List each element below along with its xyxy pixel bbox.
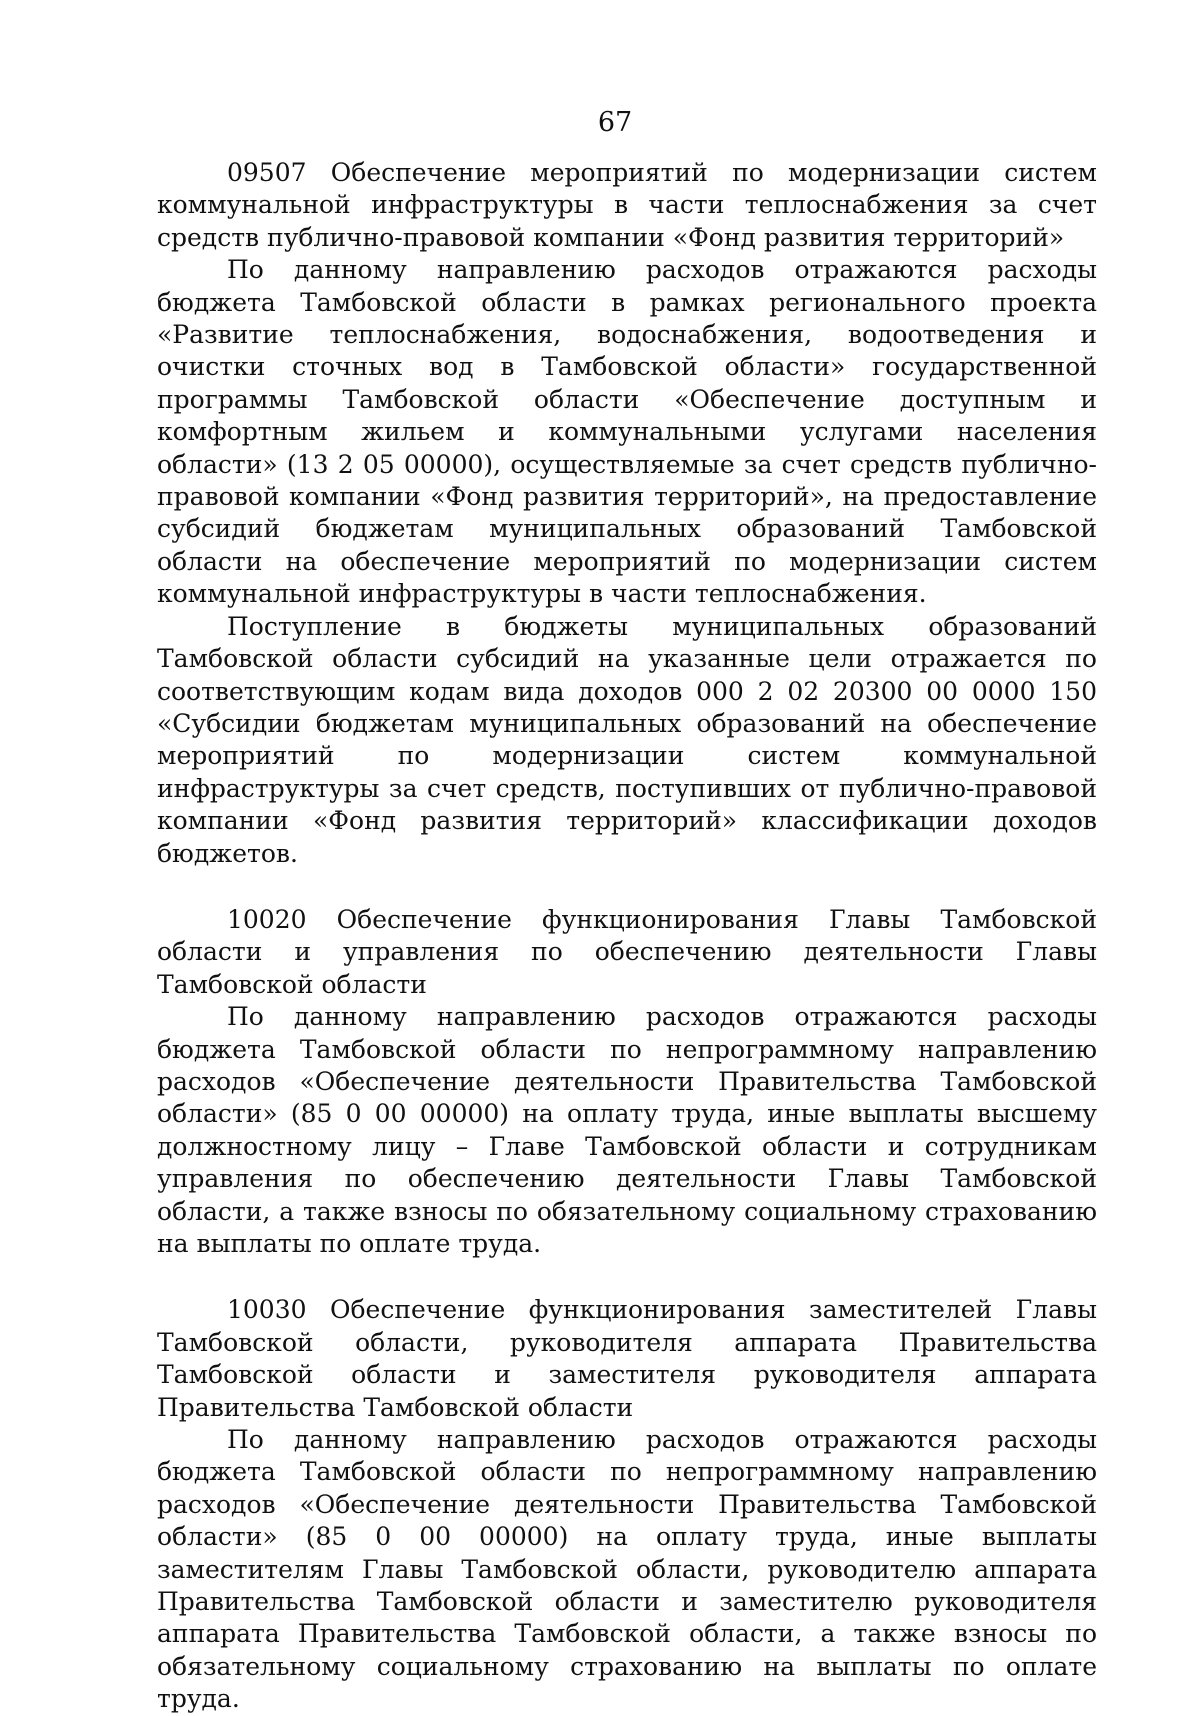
section-spacer [157,870,1097,904]
section-heading: 10020 Обеспечение функционирования Главы Тамбовской области и управления по обеспечению деятельности Главы Тамбовской области [157,904,1097,999]
section-heading: 10030 Обеспечение функционирования заместителей Главы Тамбовской области, руководителя аппарата Правительства Тамбовской области и заместителя руководителя аппарата Правительства Тамбовской области [157,1295,1097,1422]
document-body [157,157,1097,1716]
section-heading: 09507 Обеспечение мероприятий по модернизации систем коммунальной инфраструктуры в части теплоснабжения за счет средств публично-правовой компании «Фонд развития территорий» [157,158,1097,252]
section-paragraph: По данному направлению расходов отражаются расходы бюджета Тамбовской области по непрограммному направлению расходов «Обеспечение деятельности Правительства Тамбовской области» (85 0 00 00000) на оплату труда, иные выплаты высшему должностному лицу – Главе Тамбовской области и сотрудникам управления по обеспечению деятельности Главы Тамбовской области, а также взносы по обязательному социальному страхованию на выплаты по оплате труда. [157,1002,1097,1258]
section-paragraph: По данному направлению расходов отражаются расходы бюджета Тамбовской области в рамках регионального проекта «Развитие теплоснабжения, водоснабжения, водоотведения и очистки сточных вод в Тамбовской области» государственной программы Тамбовской области «Обеспечение доступным и комфортным жильем и коммунальными услугами населения области» (13 2 05 00000), осуществляемые за счет средств публично-правовой компании «Фонд развития территорий», на предоставление субсидий бюджетам муниципальных образований Тамбовской области на обеспечение мероприятий по модернизации систем коммунальной инфраструктуры в части теплоснабжения. [157,255,1097,609]
section-spacer [157,1260,1097,1294]
section-paragraph: Поступление в бюджеты муниципальных образований Тамбовской области субсидий на указанные цели отражается по соответствующим кодам вида доходов 000 2 02 20300 00 0000 150 «Субсидии бюджетам муниципальных образований на обеспечение мероприятий по модернизации систем коммунальной инфраструктуры за счет средств, поступивших от публично-правовой компании «Фонд развития территорий» классификации доходов бюджетов. [157,611,1097,868]
section-paragraph: По данному направлению расходов отражаются расходы бюджета Тамбовской области по непрограммному направлению расходов «Обеспечение деятельности Правительства Тамбовской области» (85 0 00 00000) на оплату труда, иные выплаты заместителям Главы Тамбовской области, руководителю аппарата Правительства Тамбовской области и заместителю руководителя аппарата Правительства Тамбовской области, а также взносы по обязательному социальному страхованию на выплаты по оплате труда. [157,1425,1097,1714]
page-number: 67 [597,107,633,138]
